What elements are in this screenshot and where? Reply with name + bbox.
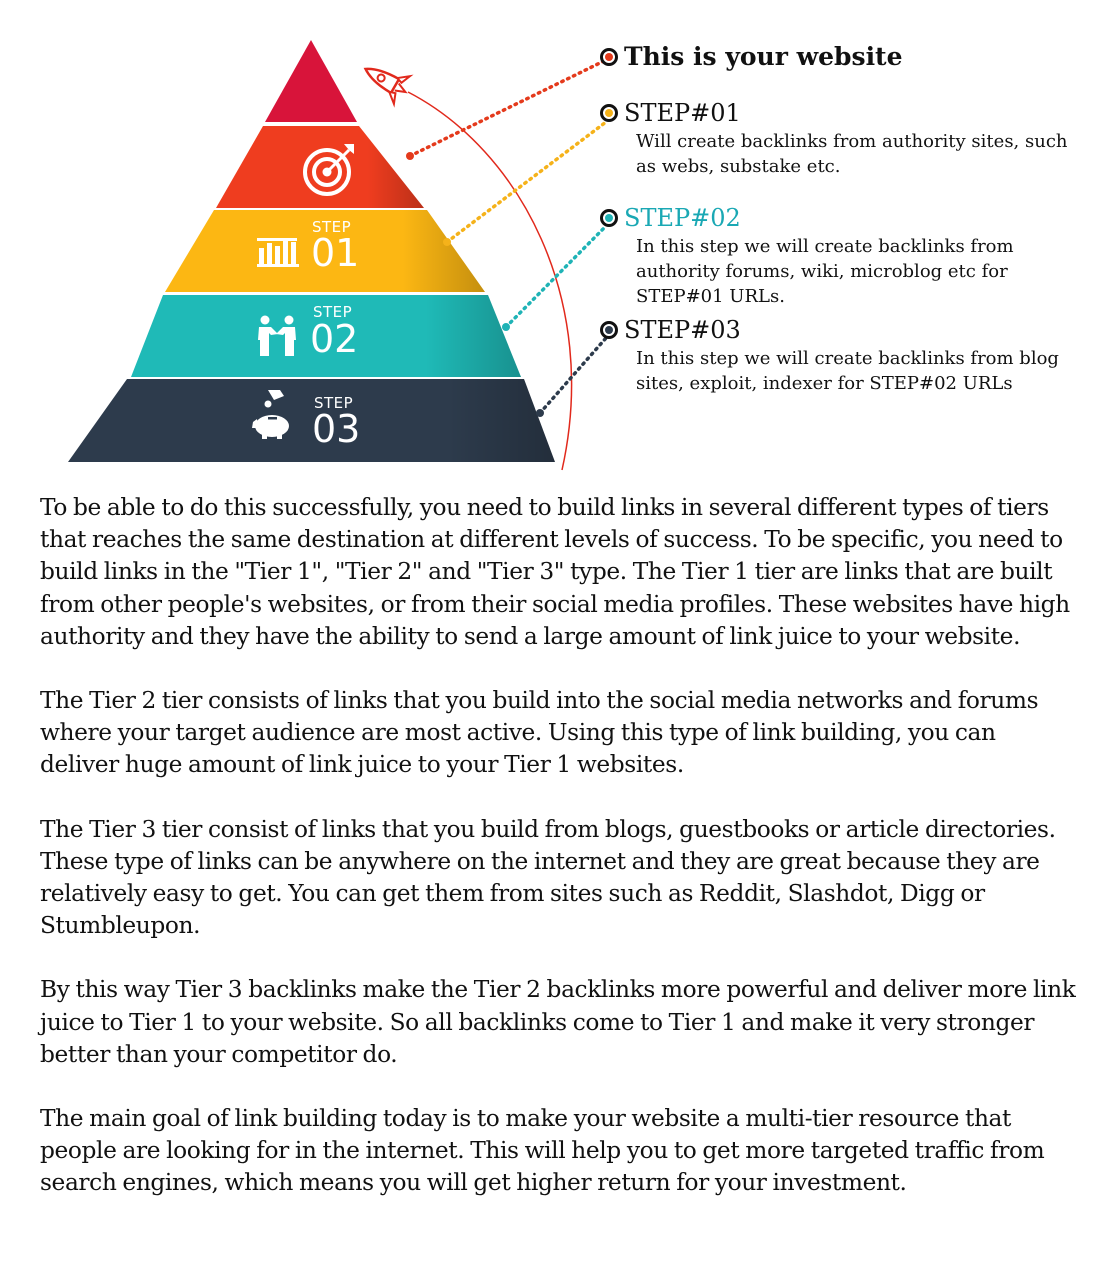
callout-step03-desc: In this step we will create backlinks from blog sites, exploit, indexer for STEP#02 URLs [636,348,1059,394]
website-dot-icon [600,48,618,66]
step03-label-number: 03 [312,407,361,451]
callout-step02 [600,206,1076,309]
connector-step01-end [443,238,451,246]
connector-step03 [540,338,606,413]
callout-step01 [600,101,1076,179]
callout-website [600,44,903,69]
connector-step03-end [536,409,544,417]
callout-step02-desc: In this step we will create backlinks from authority forums, wiki, microblog etc for STEP#01 URLs. [636,236,1014,307]
step03-dot-icon [600,321,618,339]
connector-step01 [447,122,606,242]
paragraph-tiers-intro: To be able to do this successfully, you need to build links in several different types of tiers that reaches the same destination at different levels of success. To be specific, you need to build links in the "Tier 1", "Tier 2" and "Tier 3" type. The Tier 1 tier are links that are built from other people's websites, or from their social media profiles. These websites have high authority and they have the ability to send a large amount of link juice to your website. [40,494,1070,650]
step02-label-number: 02 [310,317,359,361]
pyramid-infographic [0,0,1103,480]
tier-step02-shade [330,295,521,377]
paragraph-summary: By this way Tier 3 backlinks make the Tier 2 backlinks more powerful and deliver more link juice to Tier 1 to your website. So all backlinks come to Tier 1 and make it very stronger better than your competitor do. [40,976,1076,1068]
step02-dot-icon [600,209,618,227]
callout-step03-title: STEP#03 [624,316,741,344]
tier-step03-shade [340,379,555,462]
pyramid-apex [265,40,357,122]
step01-label-word: STEP [312,218,352,236]
connector-step02 [506,226,606,327]
step03-label-word: STEP [314,394,354,412]
connector-website [410,60,606,156]
paragraph-tier3: The Tier 3 tier consist of links that you build from blogs, guestbooks or article directories. These type of links can be anywhere on the internet and they are great because they are relatively easy to get. You can get them from sites such as Reddit, Slashdot, Digg or Stumbleupon. [40,815,1056,940]
paragraph-tier2: The Tier 2 tier consists of links that you build into the social media networks and forums where your target audience are most active. Using this type of link building, you can deliver huge amount of link juice to your Tier 1 websites. [40,687,1039,779]
callout-website-title: This is your website [624,42,903,71]
callout-step02-title: STEP#02 [624,204,741,232]
callout-step03 [600,318,1076,396]
callout-step01-title: STEP#01 [624,99,741,127]
article-body [40,492,1080,1232]
rocket-icon [358,55,414,106]
callout-step01-desc: Will create backlinks from authority sites, such as webs, substake etc. [636,131,1068,177]
connector-step02-end [502,323,510,331]
connector-website-end [406,152,414,160]
paragraph-goal: The main goal of link building today is to make your website a multi-tier resource that people are looking for in the internet. This will help you to get more targeted traffic from search engines, which means you will get higher return for your investment. [40,1105,1045,1197]
step01-dot-icon [600,104,618,122]
step01-label-number: 01 [311,231,360,275]
step02-label-word: STEP [313,303,353,321]
